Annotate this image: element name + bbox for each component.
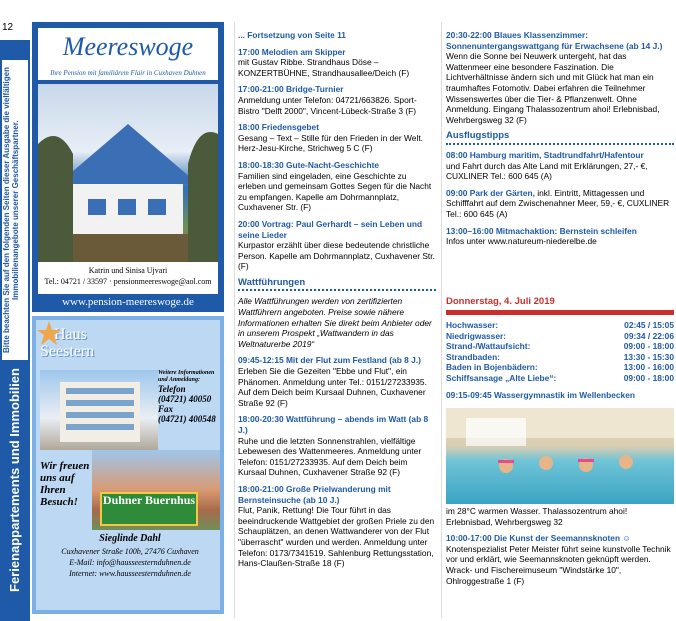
tide-label: Niedrigwasser: [446,330,507,341]
trip-body: Infos unter www.natureum-niederelbe.de [446,236,597,247]
pool-photo [446,408,674,504]
event-head: 18:00-20:30 Wattführung – abends im Watt (ab 8 J.) [238,414,429,435]
section-ausflugstipps: Ausflugstipps [446,131,674,145]
event-head: 20:00 Vortrag: Paul Gerhardt – sein Leben und seine Lieder [238,218,423,240]
events-column-3-lower [446,506,674,592]
tide-label: Strand-/Wattaufsicht: [446,341,531,352]
ad2-info [158,370,224,424]
aqua-gym-photo [446,408,674,504]
tide-row [446,331,674,342]
tide-value: 13:00 - 16:00 [623,362,674,373]
sidebar-note: Bitte beachten Sie auf den folgenden Seiten dieser Ausgabe die vielfältigen Immobilienangebote unserer Geschäftspartner. [2,60,28,360]
event-head: 20:30-22:00 Blaues Klassenzimmer: Sonnenuntergangswattgang für Erwachsene (ab 14 J.) [446,30,663,51]
tide-row [446,373,674,384]
starfish-icon [36,320,62,346]
section-intro: Alle Wattführungen werden von zertifizierten Wattführern angeboten. Preise sowie nähere Informationen erhalten Sie direkt beim Anbieter oder in unserem Prospekt „Wattwandern in das Weltnaturerbe 2019“ [238,296,432,349]
date-bar [446,310,674,315]
tide-value: 02:45 / 15:05 [624,320,674,330]
tide-label: Schiffsansage „Alte Liebe“: [446,372,557,383]
ad2-building-photo [40,370,158,450]
sidebar-title: Ferienappartements und Immobilien [7,368,22,592]
ad2-email[interactable]: E-Mail: info@hausseesternduhnen.de [69,558,191,567]
event-body: Ruhe und die letzten Sonnenstrahlen, vielfältige Lebewesen des Wattenmeeres. Anmeldung unter Telefon: 0151/27233935. Auf dem Deich beim Kursaal Duhnen, Cuxhavener Straße 92 (F) [238,435,422,478]
trip-head: 09:00 Park der Gärten, [446,187,535,198]
event-body: Knotenspezialist Peter Meister führt seine kunstvolle Technik vor und erklärt, wie Seemannsknoten geknüpft werden. Wrack- und Fischereimuseum "Windstärke 10", Ohlroggestraße 1 (F) [446,543,671,586]
ad2-phone: (04721) 40050 [158,394,212,404]
column-divider [441,22,442,618]
tide-row [446,362,674,373]
event-head: 10:00-17:00 Die Kunst der Seemannsknoten ☺ [446,533,631,544]
trip-body: inkl. Eintritt, Mittagessen und Schifffahrt auf dem Zwischenahner Meer, 59,- €, CUXLINER Tel.: 600 645 (A) [446,187,670,219]
ad2-logo-line2: Seestern [40,343,95,360]
ad2-address: Cuxhavener Straße 100b, 27476 Cuxhaven [61,547,199,556]
pool-heading-block [446,390,674,401]
tide-row [446,352,674,363]
events-column-2 [238,30,436,575]
tide-row [446,341,674,352]
event-head: 18:00-21:00 Große Prielwanderung mit Bernsteinsuche (ab 10 J.) [238,483,391,505]
continuation-note: ... Fortsetzung von Seite 11 [238,30,346,40]
ad1-logo: Meereswoge [38,28,218,66]
event-head: 09:15-09:45 Wassergymnastik im Wellenbecken [446,390,635,400]
event-head: 18:00 Friedensgebet [238,122,319,133]
events-column-3 [446,30,674,253]
event-head: 17:00 Melodien am Skipper [238,46,346,57]
event-body: Kurpastor erzählt über diese bedeutende christliche Person. Kapelle am Dohrmannplatz, Cuxhavener Str. (F) [238,240,435,272]
tide-label: Strandbaden: [446,351,500,362]
ad1-owners: Katrin und Sinisa Ujvari [88,266,168,275]
ad1-url[interactable]: www.pension-meereswoge.de [62,296,194,308]
tide-value: 09:34 / 22:06 [624,330,674,341]
house-photo [38,84,218,262]
date-heading: Donnerstag, 4. Juli 2019 [446,296,555,307]
ad2-fax: (04721) 400548 [158,414,216,424]
building-photo [40,370,158,450]
event-head: 09:45-12:15 Mit der Flut zum Festland (ab 8 J.) [238,355,421,366]
tide-label: Baden in Bojenbädern: [446,362,538,373]
event-body: Gesang – Text – Stille für den Frieden in der Welt. Herz-Jesu-Kirche, Strichweg 5 C (F) [238,132,423,154]
event-body: Anmeldung unter Telefon: 04721/663826. Sport-Bistro "Delft 2000", Vincent-Lübeck-Straße 3 (F) [238,94,417,116]
ad2-logo-line1: Haus [54,326,87,343]
tide-value: 09:00 - 18:00 [623,341,674,352]
section-wattfuehrungen: Wattführungen [238,278,436,292]
column-divider [234,22,235,618]
event-head: 17:00-21:00 Bridge-Turnier [238,84,344,95]
ad2-badge: Duhner Buernhus [100,492,198,526]
tide-value: 13:30 - 15:30 [623,351,674,362]
ad1-contact-box [38,262,218,294]
event-body: Flut, Panik, Rettung! Die Tour führt in das beeindruckende Wattgebiet der großen Priele zu den Schauplätzen, an denen Wattwanderer von der Flut "überrascht" wurden und werden. Anmeldung unter Telefon: 0173/7341519. Sahlenburg Rettungsstation, Hans-Claußen-Straße 18 (F) [238,505,435,569]
page-number: 12 [2,22,14,33]
event-head: 18:00-18:30 Gute-Nacht-Geschichte [238,159,380,170]
ad2-info-label: Weitere Informationen und Anmeldung: [158,370,215,383]
ad2-owner: Sieglinde Dahl [99,533,161,544]
event-body: Wenn die Sonne bei Neuwerk untergeht, hat das Wattenmeer eine besondere Faszination. Die Lichtverhältnisse ändern sich und mit Glück hat man ein traumhaftes Fotomotiv. Dabei erfahren die Teilnehmer Wissenswertes über die Tier- & Pflanzenwelt. Ohne Anmeldung. Eingang Thalassozentrum ahoi! Erlebnisbad, Wehrbergsweg 32 (F) [446,51,660,125]
ad2-fax-label: Fax [158,404,174,414]
ad1-photo [38,84,218,262]
event-body: im 28°C warmen Wasser. Thalassozentrum ahoi! Erlebnisbad, Wehrbergsweg 32 [446,506,628,527]
trip-body: und Fahrt durch das Alte Land mit Erklärungen, 27,- €, CUXLINER Tel.: 600 645 (A) [446,160,648,182]
ad2-contact [40,532,220,579]
ad2-internet[interactable]: Internet: www.hausseesternduhnen.de [69,569,191,578]
tide-label: Hochwasser: [446,320,499,330]
ad2-phone-label: Telefon [158,384,186,394]
tide-row [446,320,674,331]
event-body: Erleben Sie die Gezeiten "Ebbe und Flut", ein Phänomen. Anmeldung unter Tel.: 0151/27233935. Auf dem Deich beim Kursaal Duhnen, Cuxhavener Straße 92 (F) [238,366,427,408]
trip-head: 08:00 Hamburg maritim, Stadtrundfahrt/Hafentour [446,149,644,160]
trip-head: 13:00–16:00 Mitmachaktion: Bernstein schleifen [446,225,637,236]
ad1-tagline: Ihre Pension mit familiärem Flair in Cuxhaven Duhnen [38,66,218,80]
event-body: Familien sind eingeladen, eine Geschichte zu erleben und gemeinsam Gottes Segen für die Nacht zu empfangen. Kapelle am Dohrmannplatz, Cuxhavener Str. (F) [238,170,432,213]
tide-value: 09:00 - 18:00 [623,372,674,383]
ad2-slogan: Wir freuen uns auf Ihren Besuch! [40,460,90,508]
ad1-contact: Tel.: 04721 / 33597 · pensionmeereswoge@aol.com [44,277,212,286]
tide-table [446,320,674,384]
event-body: mit Gustav Ribbe. Strandhaus Döse – KONZERTBÜHNE, Strandhausallee/Deich (F) [238,57,410,78]
